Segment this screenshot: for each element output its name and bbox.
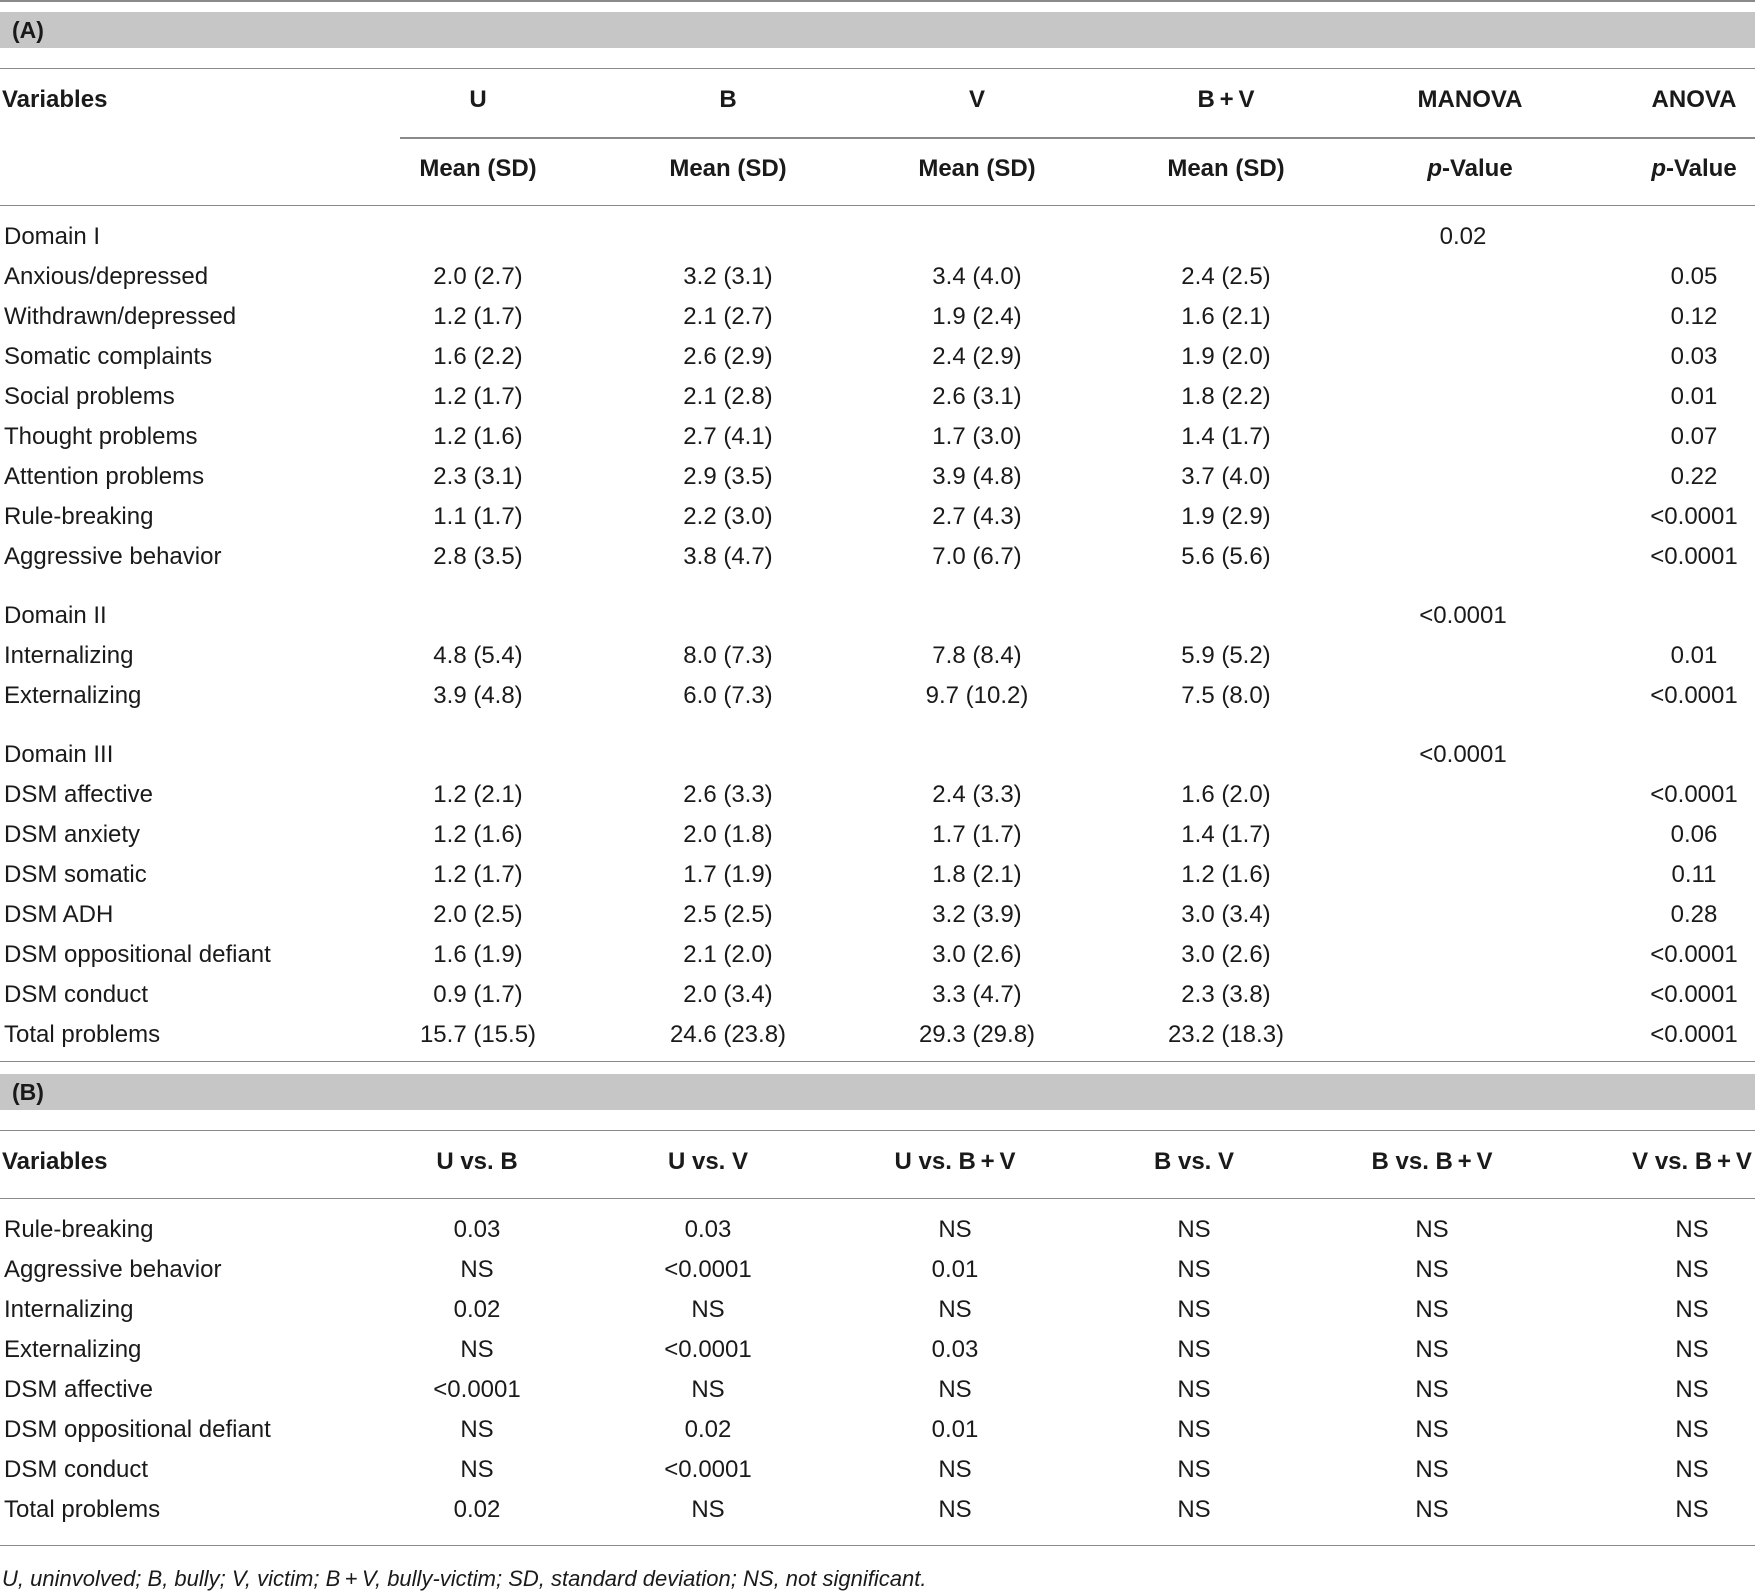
row-label: Attention problems [4,463,205,490]
row-label: DSM conduct [4,1456,149,1483]
value-cell: 1.9 (2.4) [932,303,1022,330]
row-label: Rule-breaking [4,503,154,530]
comparison-p-value: NS [1177,1336,1211,1363]
anova-p-value: <0.0001 [1650,543,1738,570]
anova-p-value: 0.05 [1670,263,1718,290]
comparison-p-value: NS [1675,1496,1709,1523]
header-comparison-3: U vs. B + V [894,1148,1016,1175]
value-cell: 1.1 (1.7) [433,503,523,530]
value-cell: 1.6 (2.1) [1181,303,1271,330]
comparison-p-value: 0.02 [684,1416,732,1443]
header-variables: Variables [2,1148,108,1175]
value-cell: 6.0 (7.3) [683,682,773,709]
anova-p-value: <0.0001 [1650,682,1738,709]
value-cell: 1.8 (2.2) [1181,383,1271,410]
row-label: Total problems [4,1021,161,1048]
header-variables: Variables [2,86,108,113]
comparison-p-value: NS [1415,1376,1449,1403]
value-cell: 1.2 (1.7) [433,303,523,330]
row-label: Rule-breaking [4,1216,154,1243]
panel-a-header-bottom-rule [0,205,1755,206]
value-cell: 1.2 (1.6) [1181,861,1271,888]
value-cell: 9.7 (10.2) [925,682,1029,709]
header-manova: MANOVA [1417,86,1523,113]
value-cell: 7.0 (6.7) [932,543,1022,570]
value-cell: 3.9 (4.8) [433,682,523,709]
anova-p-value: 0.07 [1670,423,1718,450]
comparison-p-value: <0.0001 [664,1256,752,1283]
row-label: Domain II [4,602,107,629]
value-cell: 3.3 (4.7) [932,981,1022,1008]
comparison-p-value: NS [1675,1336,1709,1363]
value-cell: 2.9 (3.5) [683,463,773,490]
row-label: DSM affective [4,1376,153,1403]
panel-b-header-top-rule [0,1130,1755,1131]
row-label: Externalizing [4,1336,142,1363]
row-label: DSM conduct [4,981,149,1008]
value-cell: 2.8 (3.5) [433,543,523,570]
p-value-suffix: -Value [1441,155,1513,182]
header-group-3: B + V [1197,86,1255,113]
row-label: Domain III [4,741,114,768]
comparison-p-value: NS [1675,1416,1709,1443]
value-cell: 2.0 (2.7) [433,263,523,290]
value-cell: 1.7 (1.7) [932,821,1022,848]
comparison-p-value: NS [1675,1296,1709,1323]
row-label: DSM somatic [4,861,147,888]
anova-p-value: 0.01 [1670,383,1718,410]
value-cell: 3.8 (4.7) [683,543,773,570]
comparison-p-value: 0.02 [453,1296,501,1323]
comparison-p-value: 0.01 [931,1256,979,1283]
value-cell: 8.0 (7.3) [683,642,773,669]
comparison-p-value: NS [1415,1256,1449,1283]
row-label: DSM oppositional defiant [4,1416,271,1443]
header-group-1: B [719,86,737,113]
comparison-p-value: NS [938,1216,972,1243]
row-label: Social problems [4,383,175,410]
value-cell: 0.9 (1.7) [433,981,523,1008]
row-label: Domain I [4,223,101,250]
value-cell: 24.6 (23.8) [669,1021,787,1048]
comparison-p-value: NS [1415,1216,1449,1243]
value-cell: 1.6 (1.9) [433,941,523,968]
group-header-underline [400,137,1755,139]
value-cell: 1.2 (2.1) [433,781,523,808]
table-footnote: U, uninvolved; B, bully; V, victim; B + V, bully-victim; SD, standard deviation; NS, not significant. [2,1566,927,1591]
value-cell: 2.6 (3.3) [683,781,773,808]
row-label: Withdrawn/depressed [4,303,237,330]
value-cell: 2.4 (2.9) [932,343,1022,370]
row-label: Thought problems [4,423,198,450]
value-cell: 2.1 (2.8) [683,383,773,410]
comparison-p-value: NS [1675,1216,1709,1243]
comparison-p-value: NS [1177,1296,1211,1323]
value-cell: 1.2 (1.6) [433,821,523,848]
header-group-0: U [469,86,487,113]
anova-p-value: <0.0001 [1650,981,1738,1008]
value-cell: 3.0 (2.6) [1181,941,1271,968]
value-cell: 1.2 (1.6) [433,423,523,450]
header-mean-sd-0: Mean (SD) [419,155,537,182]
comparison-p-value: NS [460,1256,494,1283]
anova-p-value: 0.03 [1670,343,1718,370]
panel-b-bottom-rule [0,1545,1755,1546]
comparison-p-value: NS [691,1376,725,1403]
value-cell: 29.3 (29.8) [918,1021,1036,1048]
value-cell: 1.9 (2.9) [1181,503,1271,530]
value-cell: 3.7 (4.0) [1181,463,1271,490]
row-label: DSM affective [4,781,153,808]
comparison-p-value: 0.01 [931,1416,979,1443]
row-label: Aggressive behavior [4,1256,222,1283]
row-label: DSM oppositional defiant [4,941,271,968]
value-cell: 2.0 (3.4) [683,981,773,1008]
anova-p-value: <0.0001 [1650,941,1738,968]
value-cell: 1.6 (2.2) [433,343,523,370]
value-cell: 2.0 (2.5) [433,901,523,928]
comparison-p-value: 0.03 [931,1336,979,1363]
anova-p-value: 0.11 [1671,861,1717,888]
comparison-p-value: NS [1675,1456,1709,1483]
header-comparison-1: U vs. B [436,1148,518,1175]
manova-p-value: 0.02 [1439,223,1487,250]
anova-p-value: <0.0001 [1650,781,1738,808]
comparison-p-value: NS [938,1376,972,1403]
comparison-p-value: NS [1415,1456,1449,1483]
row-label: DSM ADH [4,901,114,928]
row-label: Internalizing [4,1296,134,1323]
p-italic: p [1651,155,1666,182]
value-cell: 2.7 (4.1) [683,423,773,450]
comparison-p-value: NS [691,1496,725,1523]
header-group-2: V [968,86,985,113]
value-cell: 1.8 (2.1) [932,861,1022,888]
value-cell: 2.7 (4.3) [932,503,1022,530]
comparison-p-value: <0.0001 [664,1456,752,1483]
panel-b-header-bottom-rule [0,1198,1755,1199]
comparison-p-value: NS [1177,1416,1211,1443]
value-cell: 1.7 (3.0) [932,423,1022,450]
row-label: Aggressive behavior [4,543,222,570]
value-cell: 2.0 (1.8) [683,821,773,848]
row-label: Somatic complaints [4,343,213,370]
value-cell: 15.7 (15.5) [419,1021,537,1048]
comparison-p-value: NS [1675,1256,1709,1283]
value-cell: 3.2 (3.9) [932,901,1022,928]
anova-p-value: 0.01 [1670,642,1718,669]
row-label: DSM anxiety [4,821,141,848]
manova-p-value: <0.0001 [1419,741,1507,768]
comparison-p-value: NS [1415,1496,1449,1523]
comparison-p-value: NS [1177,1496,1211,1523]
anova-p-value: 0.06 [1670,821,1718,848]
anova-p-value: 0.12 [1670,303,1718,330]
header-p-value-manova [1360,154,1580,184]
anova-p-value: 0.22 [1670,463,1718,490]
value-cell: 2.2 (3.0) [683,503,773,530]
comparison-p-value: NS [691,1296,725,1323]
comparison-p-value: NS [1415,1336,1449,1363]
value-cell: 2.5 (2.5) [683,901,773,928]
value-cell: 1.6 (2.0) [1181,781,1271,808]
p-italic: p [1427,155,1442,182]
comparison-p-value: <0.0001 [433,1376,521,1403]
comparison-p-value: NS [938,1496,972,1523]
comparison-p-value: NS [1177,1256,1211,1283]
value-cell: 5.6 (5.6) [1181,543,1271,570]
comparison-p-value: NS [460,1416,494,1443]
value-cell: 2.3 (3.1) [433,463,523,490]
header-mean-sd-3: Mean (SD) [1167,155,1285,182]
header-comparison-6: V vs. B + V [1632,1148,1752,1175]
comparison-p-value: 0.02 [453,1496,501,1523]
value-cell: 2.4 (2.5) [1181,263,1271,290]
header-comparison-2: U vs. V [667,1148,749,1175]
value-cell: 3.2 (3.1) [683,263,773,290]
header-anova: ANOVA [1651,86,1737,113]
panel-a-header-top-rule [0,68,1755,69]
header-comparison-4: B vs. V [1153,1148,1235,1175]
anova-p-value: <0.0001 [1650,503,1738,530]
header-comparison-5: B vs. B + V [1371,1148,1493,1175]
comparison-p-value: NS [938,1296,972,1323]
comparison-p-value: 0.03 [453,1216,501,1243]
header-p-value-anova [1584,154,1755,184]
top-rule [0,0,1755,2]
anova-p-value: <0.0001 [1650,1021,1738,1048]
row-label: Externalizing [4,682,142,709]
value-cell: 1.7 (1.9) [683,861,773,888]
value-cell: 3.0 (3.4) [1181,901,1271,928]
value-cell: 4.8 (5.4) [433,642,523,669]
comparison-p-value: NS [1415,1296,1449,1323]
value-cell: 5.9 (5.2) [1181,642,1271,669]
comparison-p-value: NS [1415,1416,1449,1443]
comparison-p-value: <0.0001 [664,1336,752,1363]
value-cell: 23.2 (18.3) [1167,1021,1285,1048]
panel-b-label: (B) [0,1074,1755,1110]
value-cell: 2.6 (2.9) [683,343,773,370]
value-cell: 1.2 (1.7) [433,383,523,410]
value-cell: 3.9 (4.8) [932,463,1022,490]
value-cell: 2.6 (3.1) [932,383,1022,410]
p-value-suffix: -Value [1665,155,1737,182]
comparison-p-value: 0.03 [684,1216,732,1243]
value-cell: 2.3 (3.8) [1181,981,1271,1008]
panel-a-bottom-rule [0,1061,1755,1062]
anova-p-value: 0.28 [1670,901,1718,928]
row-label: Internalizing [4,642,134,669]
value-cell: 1.9 (2.0) [1181,343,1271,370]
value-cell: 7.8 (8.4) [932,642,1022,669]
row-label: Total problems [4,1496,161,1523]
value-cell: 1.4 (1.7) [1181,821,1271,848]
value-cell: 7.5 (8.0) [1181,682,1271,709]
value-cell: 1.2 (1.7) [433,861,523,888]
comparison-p-value: NS [1177,1456,1211,1483]
comparison-p-value: NS [460,1456,494,1483]
value-cell: 2.1 (2.0) [683,941,773,968]
value-cell: 3.4 (4.0) [932,263,1022,290]
value-cell: 1.4 (1.7) [1181,423,1271,450]
row-label: Anxious/depressed [4,263,209,290]
comparison-p-value: NS [938,1456,972,1483]
comparison-p-value: NS [460,1336,494,1363]
manova-p-value: <0.0001 [1419,602,1507,629]
comparison-p-value: NS [1177,1376,1211,1403]
value-cell: 3.0 (2.6) [932,941,1022,968]
panel-a-label: (A) [0,12,1755,48]
value-cell: 2.4 (3.3) [932,781,1022,808]
comparison-p-value: NS [1675,1376,1709,1403]
comparison-p-value: NS [1177,1216,1211,1243]
header-mean-sd-1: Mean (SD) [669,155,787,182]
header-mean-sd-2: Mean (SD) [918,155,1036,182]
value-cell: 2.1 (2.7) [683,303,773,330]
